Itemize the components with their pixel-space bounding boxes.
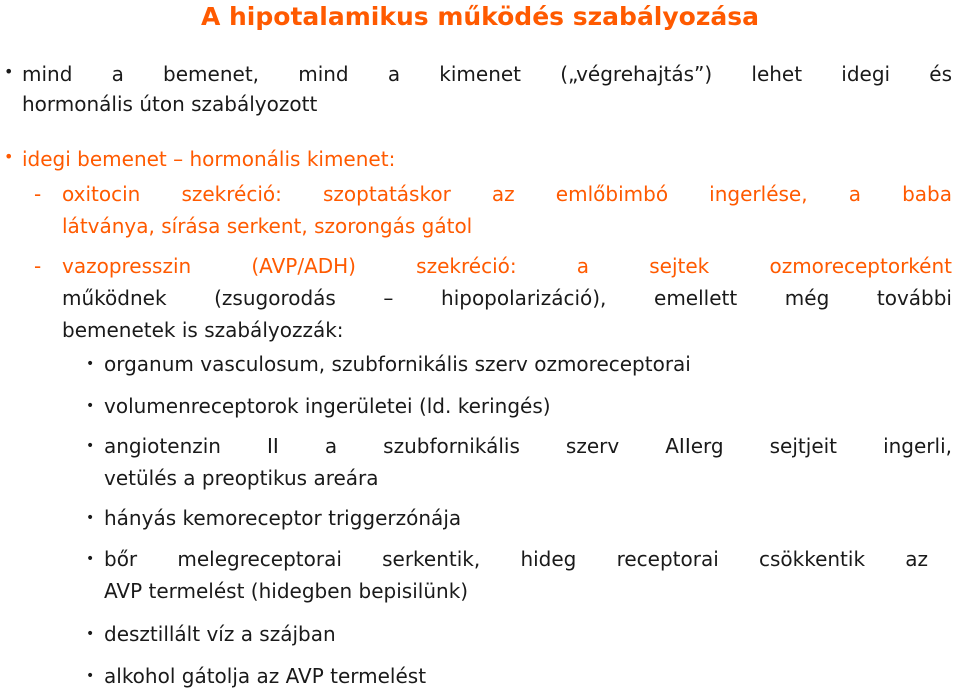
vazopresszin-line1: vazopresszin (AVP/ADH) szekréció: a sejtek ozmoreceptorként — [62, 254, 952, 278]
subitem-line: vetülés a preoptikus areára — [104, 466, 379, 490]
subitem-line: bőr melegreceptorai serkentik, hideg receptorai csökkentik az — [104, 547, 928, 571]
item1-line1: mind a bemenet, mind a kimenet („végrehajtás”) lehet idegi és — [22, 62, 952, 86]
bullet-icon: • — [86, 626, 95, 642]
bullet-icon: • — [86, 356, 95, 372]
vazopresszin-line2: működnek (zsugorodás – hipopolarizáció), emellett még további — [62, 286, 952, 310]
bullet-icon: • — [86, 510, 95, 526]
subitem-line: alkohol gátolja az AVP termelést — [104, 664, 427, 688]
subitem-line: hányás kemoreceptor triggerzónája — [104, 506, 462, 530]
oxitocin-line1: oxitocin szekréció: szoptatáskor az emlőbimbó ingerlése, a baba — [62, 182, 952, 206]
dash-icon: - — [34, 182, 42, 206]
subitem-line: organum vasculosum, szubfornikális szerv ozmoreceptorai — [104, 352, 691, 376]
bullet-icon: • — [86, 398, 95, 414]
vazopresszin-line3: bemenetek is szabályozzák: — [62, 318, 344, 342]
item1-line2: hormonális úton szabályozott — [22, 92, 318, 116]
oxitocin-line2: látványa, sírása serkent, szorongás gátol — [62, 214, 473, 238]
bullet-icon: • — [4, 147, 14, 166]
item2-heading: idegi bemenet – hormonális kimenet: — [22, 147, 396, 171]
bullet-icon: • — [4, 62, 14, 81]
subitem-line: desztillált víz a szájban — [104, 622, 336, 646]
subitem-line: angiotenzin II a szubfornikális szerv AIIerg sejtjeit ingerli, — [104, 434, 952, 458]
subitem-line: AVP termelést (hidegben bepisilünk) — [104, 579, 469, 603]
bullet-icon: • — [86, 438, 95, 454]
bullet-icon: • — [86, 668, 95, 684]
page-title: A hipotalamikus működés szabályozása — [200, 2, 760, 31]
dash-icon: - — [34, 254, 42, 278]
subitem-line: volumenreceptorok ingerületei (ld. keringés) — [104, 394, 551, 418]
bullet-icon: • — [86, 551, 95, 567]
